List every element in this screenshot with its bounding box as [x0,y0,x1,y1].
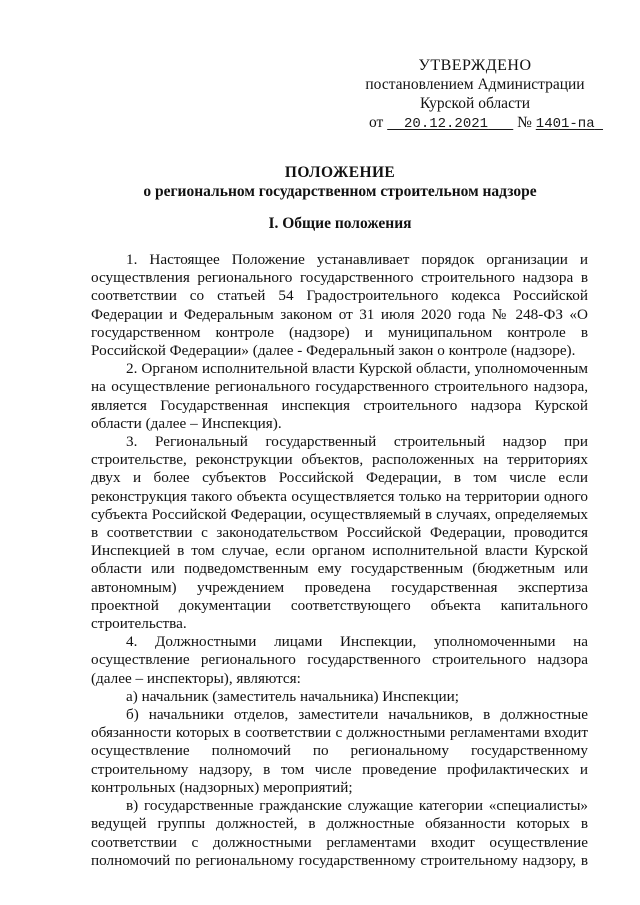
date-value: 20.12.2021 [404,116,489,132]
document-body [91,251,588,870]
paragraph-4c: в) государственные гражданские служащие категории «специалисты» ведущей группы должностей, в должностные обязанности которых в соответствии с должностными регламентами входит осуществление полномочий по региональному государственному строительному надзору, в [91,797,588,869]
paragraph-1: 1. Настоящее Положение устанавливает порядок организации и осуществления регионального государственного строительного надзора в соответствии со статьей 54 Градостроительного кодекса Российской Федерации и Федеральным законом от 31 июля 2020 года № 248-ФЗ «О государственном контроле (надзоре) и муниципальном контроле в Российской Федерации» (далее - Федеральный закон о контроле (надзоре). [91,251,588,360]
approval-line-1: постановлением Администрации [365,76,585,93]
paragraph-4: 4. Должностными лицами Инспекции, уполномоченными на осуществление регионального государственного строительного надзора (далее – инспекторы), являются: [91,633,588,687]
paragraph-3: 3. Региональный государственный строительный надзор при строительстве, реконструкции объектов, расположенных на территориях двух и более субъектов Российской Федерации, в том числе если реконструкция такого объекта осуществляется только на территории одного субъекта Российской Федерации, осуществляемый в случаях, определяемых в соответствии с законодательством Российской Федерации, проводится Инспекцией в том случае, если органом исполнительной власти Курской области или подведомственным ему государственным (бюджетным или автономным) учреждением проведена государственная экспертиза проектной документации соответствующего объекта капитального строительства. [91,433,588,633]
number-prefix: № [517,114,532,131]
approval-date-row [355,113,595,134]
document-title: ПОЛОЖЕНИЕ [284,164,396,181]
document-subtitle: о региональном государственном строительном надзоре [143,183,537,200]
paragraph-2: 2. Органом исполнительной власти Курской области, уполномоченным на осуществление регионального государственного строительного надзора, является Государственная инспекция строительного надзора Курской области (далее – Инспекция). [91,360,588,432]
date-prefix: от [369,114,384,131]
number-value: 1401-па [535,116,595,132]
approval-block [355,56,595,134]
paragraph-4a: а) начальник (заместитель начальника) Инспекции; [126,687,459,705]
section-heading: I. Общие положения [268,215,412,232]
paragraph-4b: б) начальники отделов, заместители начальников, в должностные обязанности которых в соответствии с должностными регламентами входит осуществление полномочий по региональному государственному строительному надзору, в том числе проведение профилактических и контрольных (надзорных) мероприятий; [91,706,588,796]
approval-title: УТВЕРЖДЕНО [418,57,532,74]
approval-line-2: Курской области [419,95,531,112]
